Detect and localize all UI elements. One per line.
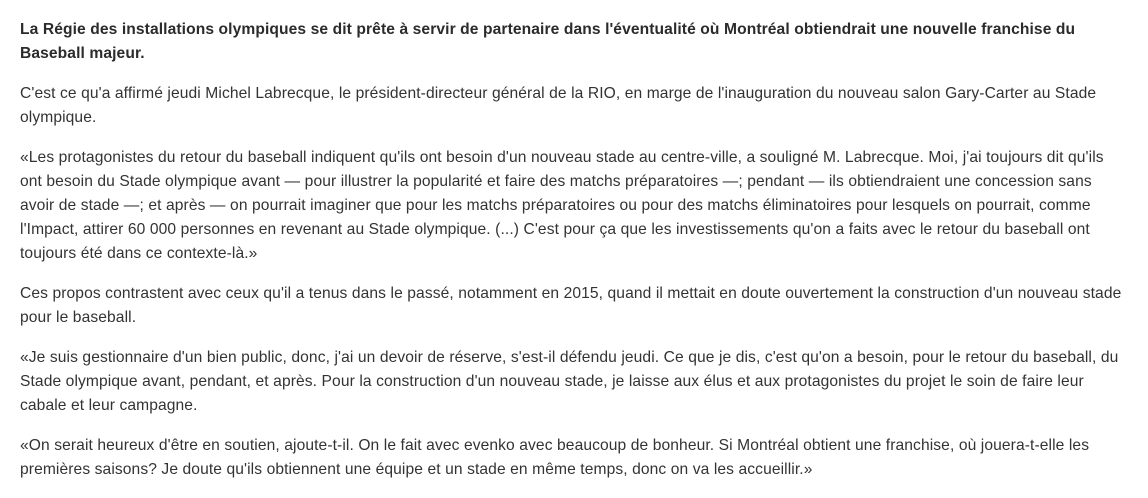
article-paragraph-2: «Les protagonistes du retour du baseball indiquent qu'ils ont besoin d'un nouveau stade au centre-ville, a souligné M. Labrecque. Moi, j'ai toujours dit qu'ils ont besoin du Stade olympique avant — pour illustrer la popularité et faire des matchs préparatoires —; pendant — ils obtiendraient une concession sans avoir de stade —; et après — on pourrait imaginer que pour les matchs préparatoires ou pour des matchs éliminatoires pour lesquels on pourrait, comme l'Impact, attirer 60 000 personnes en revenant au Stade olympique. (...) C'est pour ça que les investissements qu'on a faits avec le retour du baseball ont toujours été dans ce contexte-là.» — [20, 149, 1104, 262]
article-body — [20, 18, 1124, 498]
article-lead: La Régie des installations olympiques se dit prête à servir de partenaire dans l'éventualité où Montréal obtiendrait une nouvelle franchise du Baseball majeur. — [20, 21, 1076, 62]
article-paragraph-1: C'est ce qu'a affirmé jeudi Michel Labrecque, le président-directeur général de la RIO, en marge de l'inauguration du nouveau salon Gary-Carter au Stade olympique. — [20, 85, 1097, 126]
article-paragraph-5: «On serait heureux d'être en soutien, ajoute-t-il. On le fait avec evenko avec beaucoup de bonheur. Si Montréal obtient une franchise, où jouera-t-elle les premières saisons? Je doute qu'ils obtiennent une équipe et un stade en même temps, donc on va les accueillir.» — [20, 437, 1090, 478]
article-paragraph-3: Ces propos contrastent avec ceux qu'il a tenus dans le passé, notamment en 2015, quand il mettait en doute ouvertement la construction d'un nouveau stade pour le baseball. — [20, 285, 1122, 326]
article-paragraph-4: «Je suis gestionnaire d'un bien public, donc, j'ai un devoir de réserve, s'est-il défendu jeudi. Ce que je dis, c'est qu'on a besoin, pour le retour du baseball, du Stade olympique avant, pendant, et après. Pour la construction d'un nouveau stade, je laisse aux élus et aux protagonistes du projet le soin de faire leur cabale et leur campagne. — [20, 349, 1119, 414]
